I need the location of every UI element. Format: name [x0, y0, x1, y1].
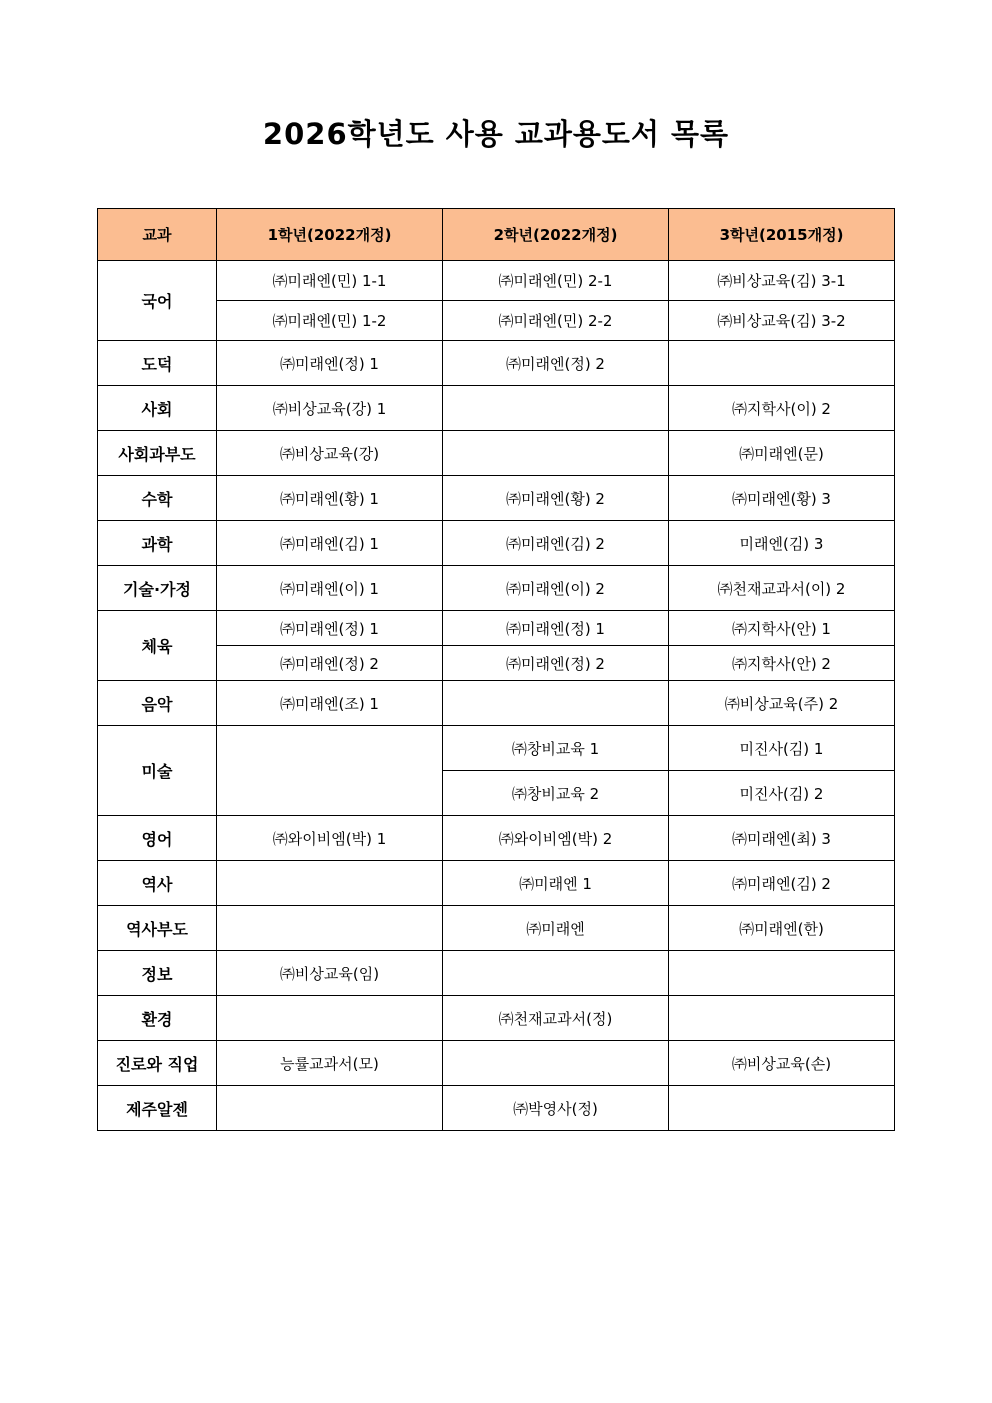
subject-social-atlas: 사회과부도: [98, 431, 217, 476]
table-row: [98, 951, 895, 996]
table-cell: ㈜비상교육(주) 2: [669, 681, 895, 726]
table-cell: [443, 951, 669, 996]
table-row: [98, 261, 895, 301]
table-cell: ㈜미래엔(황) 3: [669, 476, 895, 521]
table-row: [98, 1086, 895, 1131]
subject-pe: 체육: [98, 611, 217, 681]
table-cell: ㈜비상교육(김) 3-1: [669, 261, 895, 301]
table-cell: ㈜미래엔(최) 3: [669, 816, 895, 861]
table-row: [98, 431, 895, 476]
subject-career: 진로와 직업: [98, 1041, 217, 1086]
table-cell: ㈜미래엔(황) 1: [217, 476, 443, 521]
table-cell: ㈜미래엔(한): [669, 906, 895, 951]
subject-english: 영어: [98, 816, 217, 861]
table-cell: ㈜와이비엠(박) 1: [217, 816, 443, 861]
table-cell: ㈜창비교육 1: [443, 726, 669, 771]
table-cell: ㈜비상교육(임): [217, 951, 443, 996]
table-cell: [217, 996, 443, 1041]
table-cell: [669, 1086, 895, 1131]
table-row: [98, 1041, 895, 1086]
table-cell: [669, 951, 895, 996]
table-cell: ㈜미래엔(정) 2: [443, 646, 669, 681]
header-grade2: 2학년(2022개정): [443, 209, 669, 261]
table-cell: ㈜지학사(이) 2: [669, 386, 895, 431]
table-row: [98, 681, 895, 726]
table-cell: ㈜미래엔(김) 2: [669, 861, 895, 906]
table-cell: [443, 1041, 669, 1086]
table-cell: [443, 681, 669, 726]
table-cell: ㈜비상교육(김) 3-2: [669, 301, 895, 341]
table-cell: 미진사(김) 1: [669, 726, 895, 771]
table-cell: [217, 861, 443, 906]
table-cell: ㈜미래엔(김) 1: [217, 521, 443, 566]
subject-social: 사회: [98, 386, 217, 431]
table-cell: 능률교과서(모): [217, 1041, 443, 1086]
table-cell: ㈜미래엔(김) 2: [443, 521, 669, 566]
table-row: [98, 566, 895, 611]
subject-info: 정보: [98, 951, 217, 996]
table-cell: [217, 726, 443, 816]
subject-korean: 국어: [98, 261, 217, 341]
table-cell: ㈜미래엔(이) 1: [217, 566, 443, 611]
subject-tech-home: 기술·가정: [98, 566, 217, 611]
subject-history: 역사: [98, 861, 217, 906]
table-cell: ㈜천재교과서(정): [443, 996, 669, 1041]
table-cell: ㈜지학사(안) 2: [669, 646, 895, 681]
table-row: [98, 476, 895, 521]
table-row: [98, 386, 895, 431]
table-cell: [443, 431, 669, 476]
table-cell: ㈜미래엔(문): [669, 431, 895, 476]
table-row: [98, 816, 895, 861]
table-cell: ㈜미래엔(정) 2: [443, 341, 669, 386]
table-row: [98, 861, 895, 906]
table-row: [98, 521, 895, 566]
table-cell: ㈜천재교과서(이) 2: [669, 566, 895, 611]
table-cell: ㈜미래엔(조) 1: [217, 681, 443, 726]
table-cell: ㈜미래엔(민) 2-1: [443, 261, 669, 301]
table-cell: ㈜미래엔(이) 2: [443, 566, 669, 611]
table-cell: [669, 341, 895, 386]
table-cell: ㈜미래엔(민) 1-1: [217, 261, 443, 301]
table-row: [98, 611, 895, 646]
table-cell: [217, 906, 443, 951]
header-grade1: 1학년(2022개정): [217, 209, 443, 261]
header-subject: 교과: [98, 209, 217, 261]
page-title: 2026학년도 사용 교과용도서 목록: [262, 117, 730, 151]
subject-math: 수학: [98, 476, 217, 521]
table-cell: ㈜미래엔: [443, 906, 669, 951]
subject-science: 과학: [98, 521, 217, 566]
table-cell: ㈜미래엔(민) 2-2: [443, 301, 669, 341]
table-cell: [217, 1086, 443, 1131]
table-cell: ㈜미래엔(정) 2: [217, 646, 443, 681]
table-cell: ㈜박영사(정): [443, 1086, 669, 1131]
table-row: [98, 726, 895, 771]
textbook-table: [97, 208, 895, 1131]
table-cell: ㈜미래엔(민) 1-2: [217, 301, 443, 341]
table-row: [98, 906, 895, 951]
header-row: [98, 209, 895, 261]
table-cell: ㈜미래엔(정) 1: [217, 341, 443, 386]
table-cell: ㈜비상교육(손): [669, 1041, 895, 1086]
table-row: [98, 646, 895, 681]
subject-art: 미술: [98, 726, 217, 816]
table-cell: 미진사(김) 2: [669, 771, 895, 816]
subject-ethics: 도덕: [98, 341, 217, 386]
table-cell: ㈜창비교육 2: [443, 771, 669, 816]
table-cell: [443, 386, 669, 431]
table-cell: ㈜와이비엠(박) 2: [443, 816, 669, 861]
table-cell: ㈜비상교육(강): [217, 431, 443, 476]
subject-history-atlas: 역사부도: [98, 906, 217, 951]
header-grade3: 3학년(2015개정): [669, 209, 895, 261]
table-cell: ㈜지학사(안) 1: [669, 611, 895, 646]
subject-music: 음악: [98, 681, 217, 726]
table-row: [98, 301, 895, 341]
table-cell: 미래엔(김) 3: [669, 521, 895, 566]
table-cell: ㈜미래엔(황) 2: [443, 476, 669, 521]
table-cell: ㈜미래엔(정) 1: [217, 611, 443, 646]
table-row: [98, 341, 895, 386]
table-cell: ㈜미래엔(정) 1: [443, 611, 669, 646]
subject-environment: 환경: [98, 996, 217, 1041]
table-cell: ㈜미래엔 1: [443, 861, 669, 906]
table-cell: [669, 996, 895, 1041]
table-cell: ㈜비상교육(강) 1: [217, 386, 443, 431]
table-row: [98, 996, 895, 1041]
subject-jeju: 제주알젠: [98, 1086, 217, 1131]
